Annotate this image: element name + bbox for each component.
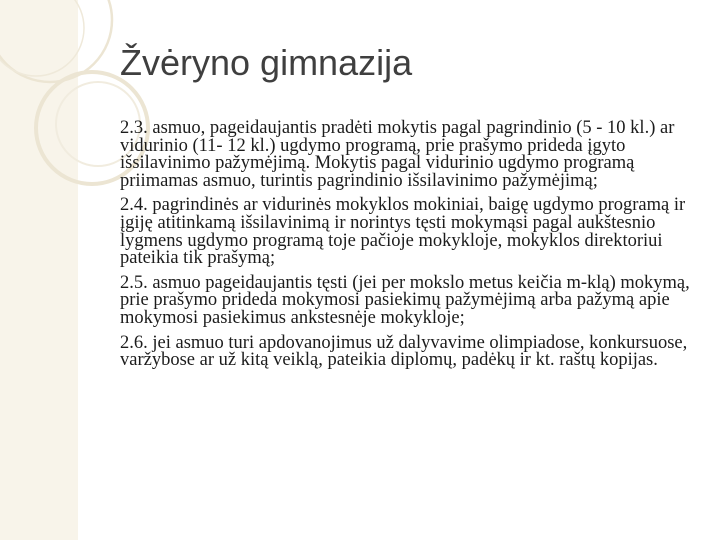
paragraph-2-6: 2.6. jei asmuo turi apdovanojimus už dalyvavime olimpiadose, konkursuose, varžybose ar už kitą veiklą, pateikia diplomų, padėkų ir kt. raštų kopijas.: [120, 332, 688, 371]
slide-body: [120, 120, 700, 377]
paragraph-2-5: 2.5. asmuo pageidaujantis tęsti (jei per mokslo metus keičia m-klą) mokymą, prie prašymo prideda mokymosi pasiekimų pažymėjimą arba pažymą apie mokymosi pasiekimus ankstesnėje mokykloje;: [120, 272, 690, 328]
paragraph-2-3: 2.3. asmuo, pageidaujantis pradėti mokytis pagal pagrindinio (5 - 10 kl.) ar vidurinio (11- 12 kl.) ugdymo programą, prie prašymo prideda įgyto išsilavinimo pažymėjimą. Mokytis pagal vidurinio ugdymo programą priimamas asmuo, turintis pagrindinio išsilavinimo pažymėjimą;: [120, 118, 675, 191]
slide-title: Žvėryno gimnazija: [120, 42, 413, 83]
paragraph-2-4: 2.4. pagrindinės ar vidurinės mokyklos mokiniai, baigę ugdymo programą ir įgiję atitinkamą išsilavinimą ir norintys tęsti mokymąsi pagal aukštesnio lygmens ugdymo programą toje pačioje mokykloje, mokyklos direktoriui pateikia tik prašymą;: [120, 195, 686, 269]
